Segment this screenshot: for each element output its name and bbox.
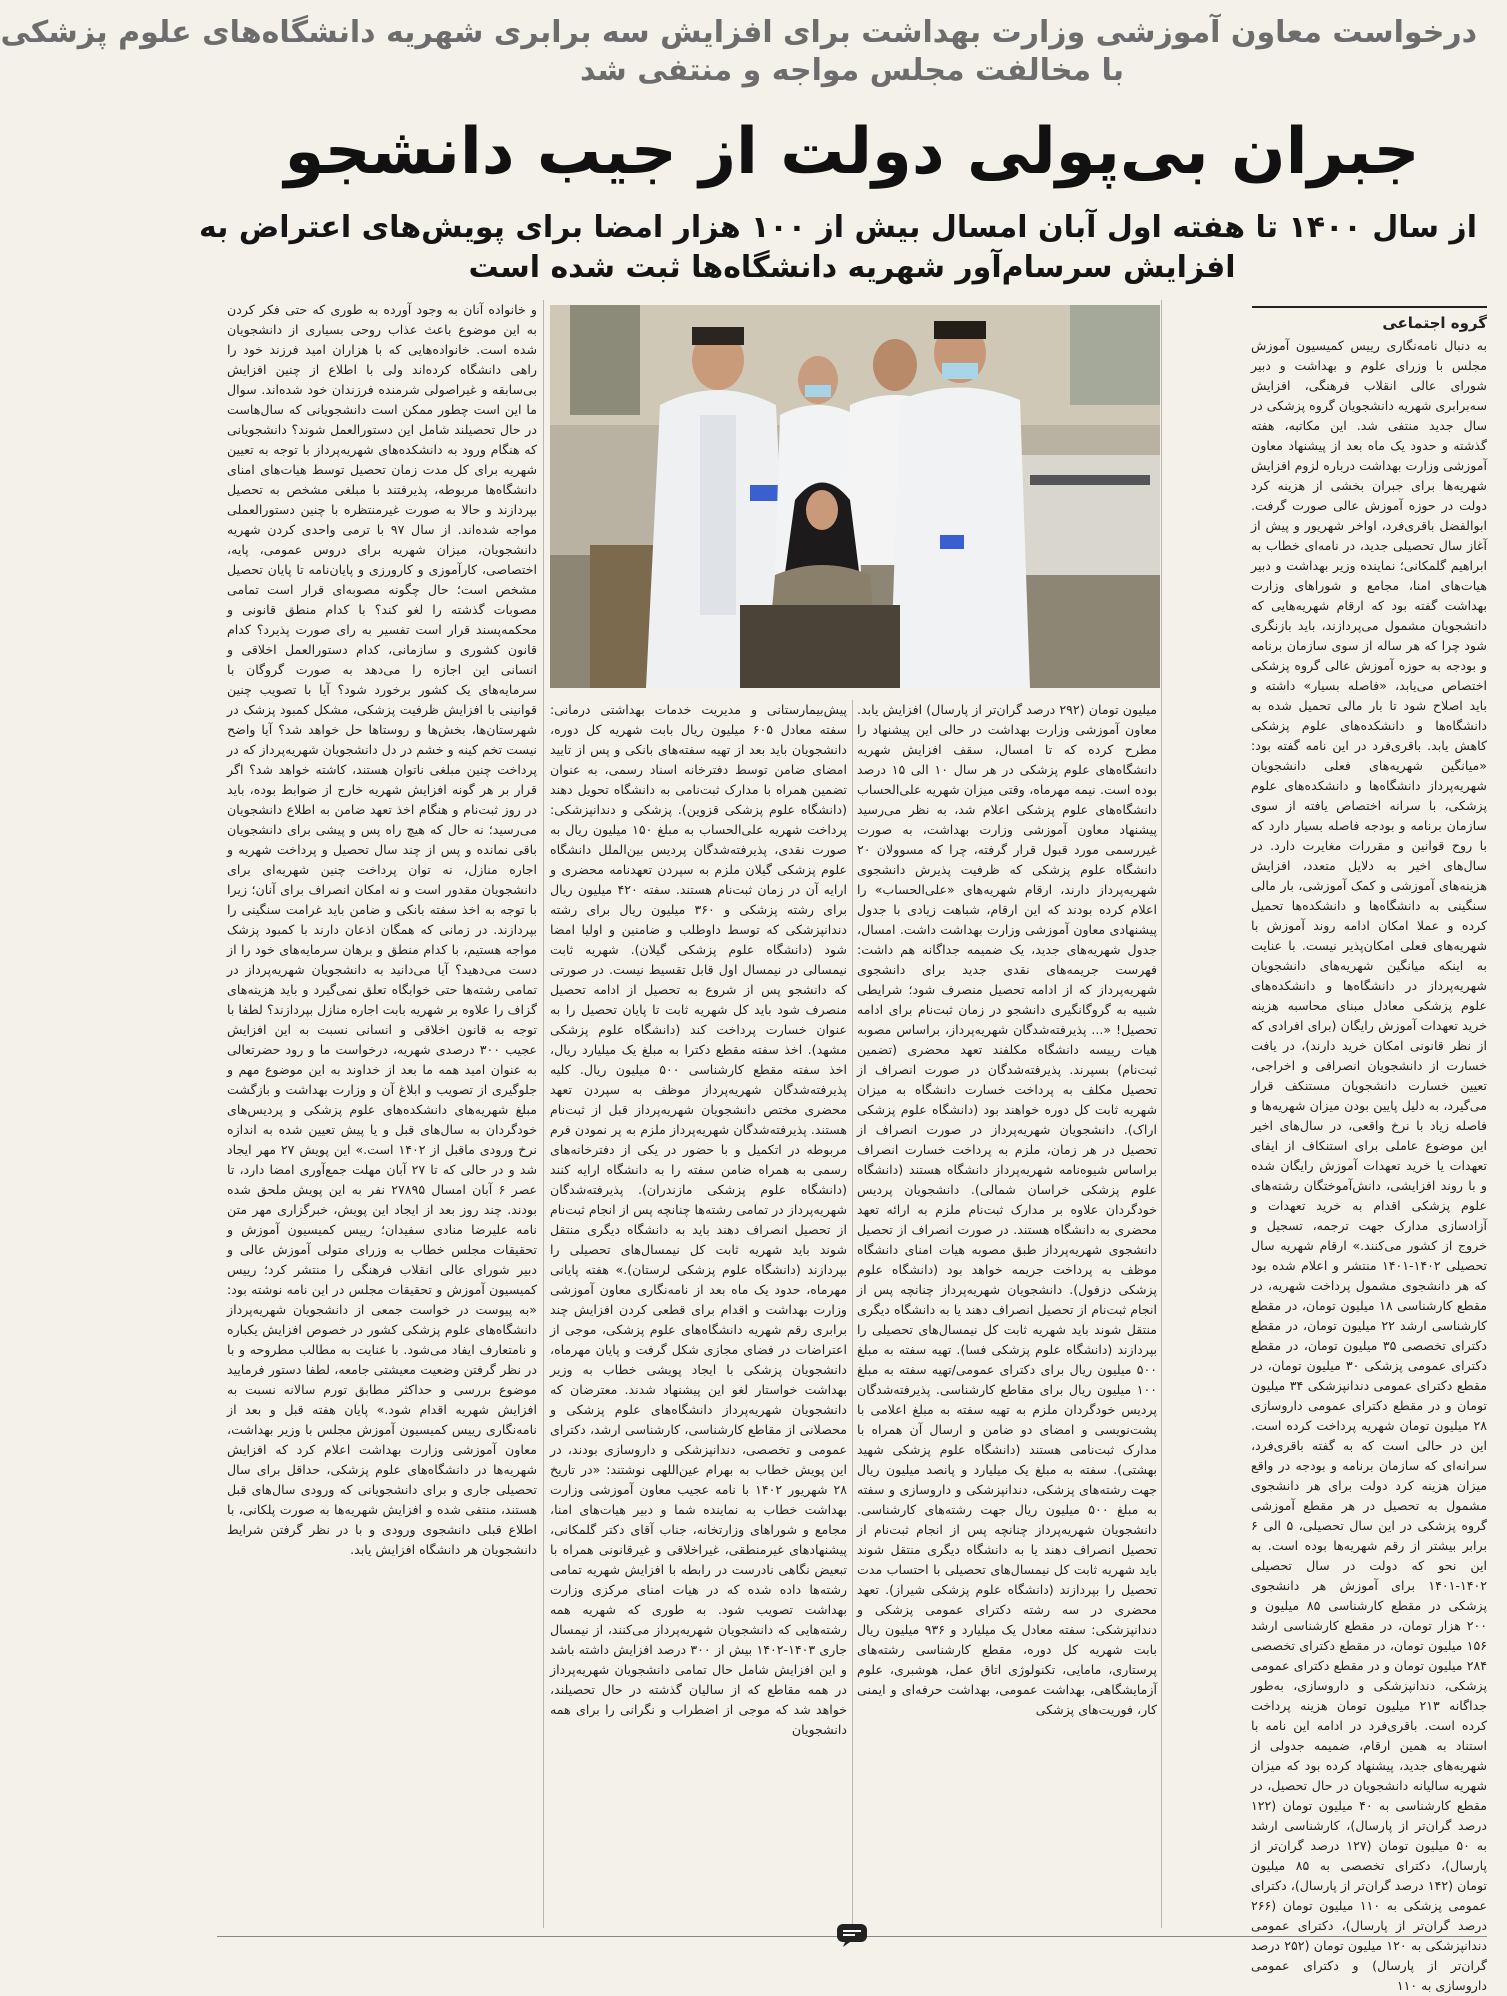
column-rule <box>852 700 853 1928</box>
kicker <box>0 14 1477 90</box>
subhead-line-2: افزایش سرسام‌آور شهریه دانشگاه‌ها ثبت شده است <box>468 250 1236 285</box>
section-label: گروه اجتماعی <box>1252 306 1487 332</box>
article-column-3 <box>550 700 847 1928</box>
article-text: پیش‌بیمارستانی و مدیریت خدمات بهداشتی درمانی: سفته معادل ۶۰۵ میلیون ریال بابت شهریه کل دوره، دانشجویان باید بعد از تهیه سفته‌های بانکی و پس از تایید امضای ضامن توسط دفترخانه اسناد رسمی، به عنوان تضمین همراه با مدارک ثبت‌نامی به دانشگاه تحویل دهند (دانشگاه علوم پزشکی قزوین). پزشکی و دندانپزشکی: پرداخت شهریه علی‌الحساب به مبلغ ۱۵۰ میلیون ریال به صورت نقدی، پذیرفته‌شدگان پردیس بین‌الملل دانشگاه علوم پزشکی گیلان ملزم به سپردن تعهدنامه محضری و ارایه آن در زمان ثبت‌نام هستند. سفته ۴۲۰ میلیون ریال برای رشته پزشکی و ۳۶۰ میلیون ریال برای رشته دندانپزشکی که توسط داوطلب و ضامنین و اولیا امضا شود (دانشگاه علوم پزشکی گیلان). شهریه ثابت نیمسالی در نیمسال اول قابل تقسیط نیست. در صورتی که دانشجو پس از شروع به تحصیل از ادامه تحصیل منصرف شود باید کل شهریه ثابت تا پایان تحصیل را به عنوان خسارت پرداخت کند (دانشگاه علوم پزشکی مشهد). اخذ سفته مقطع دکترا به مبلغ یک میلیارد ریال، اخذ سفته مقطع کارشناسی ۵۰۰ میلیون ریال. کلیه پذیرفته‌شدگان شهریه‌پرداز موظف به سپردن تعهد محضری مختص دانشجویان شهریه‌پرداز قبل از ثبت‌نام هستند. پذیرفته‌شدگان شهریه‌پرداز ملزم به پر نمودن فرم مربوطه در اتکمیل و با حضور در یکی از دفترخانه‌های رسمی به همراه ضامن سفته را به دانشگاه ارایه کنند (دانشگاه علوم پزشکی مازندران). پذیرفته‌شدگان شهریه‌پرداز در تمامی رشته‌ها چنانچه پس از انجام ثبت‌نام از تحصیل انصراف دهند باید به دانشگاه دیگری منتقل شوند باید شهریه ثابت کل نیمسال‌های تحصیلی را بپردازند (دانشگاه علوم پزشکی لرستان).» هفته پایانی مهرماه، حدود یک ماه بعد از نامه‌نگاری معاون آموزشی وزارت بهداشت و اقدام برای قطعی کردن افزایش چند برابری رقم شهریه دانشگاه‌های علوم پزشکی، موجی از اعتراضات در فضای مجازی شکل گرفت و پایان مهرماه، دانشجویان پزشکی با ایجاد پویشی خطاب به وزیر بهداشت خواستار لغو این پیشنهاد شدند. معترضان که دانشجویان شهریه‌پرداز دانشگاه‌های علوم پزشکی و محصلانی از مقاطع کارشناسی، کارشناسی ارشد، دکترای عمومی و تخصصی، دندانپزشکی و داروسازی بودند، در این پویش خطاب به بهرام عین‌اللهی نوشتند: «در تاریخ ۲۸ شهریور ۱۴۰۲ با نامه عجیب معاون آموزشی وزارت بهداشت خطاب به نماینده شما و دبیر هیات‌های امنا، مجامع و شوراهای وزارتخانه، جناب آقای دکتر گلمکانی، پیشنهادهای غیرمنطقی، غیراخلاقی و غیرقانونی همراه با تبعیض نگاهی نادرست در رابطه با افزایش شهریه تمامی رشته‌ها داده شده که در هیات امنای مرکزی وزارت بهداشت تصویب شود. به طوری که شهریه همه رشته‌هایی که دانشجویان شهریه‌پرداز می‌کنند، از نیمسال جاری ۱۴۰۳-۱۴۰۲ بیش از ۳۰۰ درصد افزایش داشته باشد و این افزایش شامل حال تمامی دانشجویان شهریه‌پرداز در همه مقاطع که از سالیان گذشته در حال تحصیلند، خواهد شد که موجی از اضطراب و نگرانی را برای همه دانشجویان <box>550 702 848 1737</box>
article-column-1 <box>1251 336 1488 1993</box>
article-column-4 <box>227 300 537 1928</box>
kicker-line-1: درخواست معاون آموزشی وزارت بهداشت برای افزایش سه برابری شهریه دانشگاه‌های علوم پزشکی <box>0 15 1477 50</box>
article-text: و خانواده آنان به وجود آورده به طوری که حتی فکر کردن به این موضوع باعث عذاب روحی بسیاری از دانشجویان شده است. خانواده‌هایی که با هزاران امید فرزند خود را راهی دانشگاه کرده‌اند ولی با اطلاع از چنین افزایش بی‌سابقه و غیراصولی شرمنده فرزندان خود شده‌اند. سوال ما این است چطور ممکن است دانشجویانی که سال‌هاست در حال تحصیلند شامل این دستورالعمل شوند؟ دانشجویانی که هنگام ورود به دانشکده‌های شهریه‌پرداز با توجه به تعیین شهریه برای کل مدت زمان تحصیل توسط هیات‌های امنای دانشگاه‌ها مربوطه، پذیرفتند با مبلغی مشخص به تحصیل بپردازند و حالا به صورت غیرمنتظره با چنین دستورالعملی مواجه شده‌اند. از سال ۹۷ با ترمی واحدی کردن شهریه دانشجویان، میزان شهریه برای دروس عمومی، پایه، اختصاصی، کارآموزی و کارورزی و پایان‌نامه تا پایان تحصیل مشخص است؛ حال چگونه مصوبه‌ای قرار است تمامی مصوبات گذشته را لغو کند؟ با کدام منطق قانونی و محکمه‌پسند قرار است تفسیر به رای صورت پذیرد؟ کدام قانون کشوری و سازمانی، کدام دستورالعمل اخلاقی و انسانی این اجازه را می‌دهد به صورت گروگان با سرمایه‌های یک کشور برخورد شود؟ آیا با تصویب چنین قوانینی با افزایش ظرفیت پزشکی، مشکل کمبود پزشک در شهرستان‌ها، بخش‌ها و روستاها حل خواهد شد؟ آیا واضح نیست تخم کینه و خشم در دل دانشجویان شهریه‌پرداز که در پرداخت چنین مبلغی ناتوان هستند، کاشته خواهد شد؟ اگر قرار بر هر گونه افزایش شهریه خارج از ضوابط بوده، باید در روز ثبت‌نام و هنگام اخذ تعهد ضامن به اطلاع دانشجویان می‌رسید؛ نه حال که هیچ راه پس و پیشی برای دانشجویان باقی نمانده و پس از چند سال تحصیل و پرداخت شهریه و اجاره منازل، نه توان پرداخت چنین شهریه‌ای برای دانشجویان مقدور است و نه امکان انصراف برای آنان؛ زیرا با توجه به اخذ سفته بانکی و ضامن باید غرامت سنگینی را بپردازند. در زمانی که همگان اذعان دارند با کمبود پزشک مواجه هستیم، با کدام منطق و برهان سرمایه‌های خود را از دست می‌دهید؟ آیا می‌دانید به دانشجویان شهریه‌پرداز در تمامی رشته‌ها حتی خوابگاه تعلق نمی‌گیرد و باید هزینه‌های گزاف را علاوه بر شهریه بابت اجاره منازل بپردازند؟ لطفا با توجه به قانون اخلاقی و انسانی نسبت به این افزایش عجیب ۳۰۰ درصدی شهریه، درخواست ما و رود حضرتعالی به عنوان امید همه ما بعد از خداوند به این موضوع مهم و جلوگیری از تصویب و ابلاغ آن و وزارت بهداشت و بازگشت مبلغ شهریه‌های دانشکده‌های علوم پزشکی و پردیس‌های خودگردان به سال‌های قبل و یا پیش تعیین شده به اندازه نرخ ورودی ماقبل از ۱۴۰۲ است.» این پویش ۲۷ مهر ایجاد شد و در حالی که تا ۲۷ آبان مهلت جمع‌آوری امضا دارد، تا عصر ۶ آبان امسال ۲۷۸۹۵ نفر به این پویش ملحق شده بودند. چند روز بعد از ایجاد این پویش، خبرگزاری مهر متن نامه علیرضا منادی سفیدان؛ رییس کمیسیون آموزش و تحقیقات مجلس خطاب به وزرای متولی آموزش عالی و دبیر شورای عالی انقلاب فرهنگی را منتشر کرد؛ رییس کمیسیون آموزش و تحقیقات مجلس در این نامه نوشته بود: «به پیوست در خواست جمعی از دانشجویان شهریه‌پرداز دانشگاه‌های علوم پزشکی کشور در خصوص افزایش یکباره و نامتعارف ایفاد می‌شود. با عنایت به مطالب مطروحه و با در نظر گرفتن وضعیت معیشتی جامعه، لطفا دستور فرمایید موضوع بررسی و حداکثر مطابق تورم سالانه نسبت به افزایش شهریه اقدام شود.» پایان هفته قبل و بعد از نامه‌نگاری رییس کمیسیون آموزش مجلس با وزیر بهداشت، معاون آموزشی وزارت بهداشت اعلام کرد که افزایش شهریه‌ها در دانشگاه‌های علوم پزشکی، حداقل برای سال تحصیلی جاری و برای دانشجویانی که ورودی سال‌های قبل هستند، منتفی شده و افزایش شهریه‌ها به صورت پلکانی، با اطلاع قبلی دانشجوی ورودی و با در نظر گرفتن شرایط دانشجویان هر دانشگاه افزایش یابد. <box>227 302 538 1557</box>
column-rule <box>543 300 544 1928</box>
column-rule <box>1161 300 1162 1928</box>
subhead <box>198 208 1477 288</box>
headline: جبران بی‌پولی دولت از جیب دانشجو <box>284 115 1420 189</box>
article-text: میلیون تومان (۲۹۲ درصد گران‌تر از پارسال) افزایش یابد. معاون آموزشی وزارت بهداشت در حالی این پیشنهاد را مطرح کرده که تا امسال، سقف افزایش شهریه دانشگاه‌های علوم پزشکی در هر سال ۱۰ الی ۱۵ درصد بوده است. نیمه مهرماه، وقتی میزان شهریه علی‌الحساب دانشگاه‌های علوم پزشکی اعلام شد، به نظر می‌رسید پیشنهاد معاون آموزشی وزارت بهداشت، به صورت غیررسمی مورد قبول قرار گرفته، چرا که مسوولان ۲۰ دانشگاه علوم پزشکی که ظرفیت پذیرش دانشجوی شهریه‌پرداز دارند، ارقام شهریه‌های «علی‌الحساب» را اعلام کرده بودند که این ارقام، شباهت زیادی با جدول پیشنهادی معاون آموزشی وزارت بهداشت داشت. امسال، جدول شهریه‌های جدید، یک ضمیمه جداگانه هم داشت: فهرست جریمه‌های نقدی جدید برای دانشجوی شهریه‌پرداز که از ادامه تحصیل منصرف شود؛ شرایطی شبیه به گروگانگیری دانشجو در زمان ثبت‌نام برای ادامه تحصیل! «... پذیرفته‌شدگان شهریه‌پرداز، براساس مصوبه هیات رییسه دانشگاه مکلفند تعهد محضری (تضمین ثبت‌نام) بسپرند. پذیرفته‌شدگان در صورت انصراف از تحصیل مکلف به پرداخت خسارت دانشگاه به میزان شهریه ثابت کل دوره خواهند بود (دانشگاه علوم پزشکی اراک). دانشجویان شهریه‌پرداز در صورت انصراف از تحصیل در هر زمان، ملزم به پرداخت خسارت انصراف براساس شیوه‌نامه شهریه‌پرداز دانشگاه هستند (دانشگاه علوم پزشکی خراسان شمالی). دانشجویان پردیس خودگردان علاوه بر مدارک ثبت‌نام ملزم به ارائه تعهد محضری به دانشگاه هستند. در صورت انصراف از تحصیل دانشجوی شهریه‌پرداز طبق مصوبه هیات امنای دانشگاه موظف به پرداخت جریمه خواهد بود (دانشگاه علوم پزشکی دزفول). دانشجویان شهریه‌پرداز چنانچه پس از انجام ثبت‌نام از تحصیل انصراف دهند یا به دانشگاه دیگری منتقل شوند باید شهریه ثابت کل نیمسال‌های تحصیلی را بپردازند (دانشگاه علوم پزشکی فسا). تهیه سفته به مبلغ ۵۰۰ میلیون ریال برای دکترای عمومی/تهیه سفته به مبلغ ۱۰۰ میلیون ریال برای مقاطع کارشناسی. پذیرفته‌شدگان پردیس خودگردان ملزم به تهیه سفته به مبلغ اعلامی با پشت‌نویسی و امضای دو ضامن و ارسال آن همراه با مدارک ثبت‌نامی هستند (دانشگاه علوم پزشکی شهید بهشتی). سفته به مبلغ یک میلیارد و پانصد میلیون ریال جهت رشته‌های پزشکی، دندانپزشکی و داروسازی و سفته به مبلغ ۵۰۰ میلیون ریال جهت رشته‌های کارشناسی. دانشجویان شهریه‌پرداز چنانچه پس از انجام ثبت‌نام از تحصیل انصراف دهند یا به دانشگاه دیگری منتقل شوند باید شهریه ثابت کل نیمسال‌های تحصیلی با احتساب مدت تحصیل را بپردازند (دانشگاه علوم پزشکی شیراز). تعهد محضری در سه رشته دکترای عمومی پزشکی و دندانپزشکی: سفته معادل یک میلیارد و ۹۳۶ میلیون ریال بابت شهریه کل دوره، مقطع کارشناسی رشته‌های پرستاری، مامایی، تکنولوژی اتاق عمل، هوشبری، علوم آزمایشگاهی، بهداشت عمومی، بهداشت حرفه‌ای و ایمنی کار، فوریت‌های پزشکی <box>857 702 1158 1717</box>
kicker-line-2: با مخالفت مجلس مواجه و منتفی شد <box>579 53 1125 88</box>
subhead-line-1: از سال ۱۴۰۰ تا هفته اول آبان امسال بیش از ۱۰۰ هزار امضا برای پویش‌های اعتراض به <box>198 210 1477 245</box>
speech-bubble-icon <box>835 1922 869 1948</box>
dental-clinic-photo <box>550 305 1160 688</box>
article-column-2 <box>857 700 1157 1928</box>
article-text: به دنبال نامه‌نگاری رییس کمیسیون آموزش مجلس با وزرای علوم و بهداشت و دبیر شورای عالی انقلاب فرهنگی، افزایش سه‌برابری شهریه دانشجویان گروه پزشکی در سال جدید منتفی شد. این مکاتبه، هفته گذشته و حدود یک ماه بعد از پیشنهاد معاون آموزشی وزارت بهداشت درباره لزوم افزایش شهریه‌ها برای جبران بخشی از هزینه کرد دولت در حوزه آموزش عالی صورت گرفت. ابوالفضل باقری‌فرد، اواخر شهریور و پیش از آغاز سال تحصیلی جدید، در نامه‌ای خطاب به ابراهیم گلمکانی؛ نماینده وزیر بهداشت و دبیر هیات‌های امنا، مجامع و شوراهای وزارت بهداشت گفته بود که ارقام شهریه‌هایی که دانشجویان مشمول می‌پردازند، باید بازنگری شود چرا که هر ساله از سوی سازمان برنامه و بودجه به حوزه آموزش عالی گروه پزشکی اختصاص می‌یابد، «فاصله بسیار» داشته و باید اصلاح شود تا بار مالی تحمیل شده به دانشگاه‌ها و دانشکده‌های علوم پزشکی کاهش یابد. باقری‌فرد در این نامه گفته بود: «میانگین شهریه‌های فعلی دانشجویان شهریه‌پرداز دانشگاه‌ها و دانشکده‌های علوم پزشکی، با سرانه اختصاص یافته از سوی سازمان برنامه و بودجه فاصله بسیار دارد که با روح قوانین و مقررات مغایرت دارد. در سال‌های اخیر به دلایل متعدد، افزایش هزینه‌های آموزشی و کمک آموزشی، بار مالی سنگینی به دانشگاه‌ها و دانشکده‌ها تحمیل کرده و عملا امکان ادامه روند آموزش با شهریه‌های فعلی امکان‌پذیر نیست. با عنایت به اینکه میانگین شهریه‌های دانشجویان شهریه‌پرداز در دانشگاه‌ها و دانشکده‌های علوم پزشکی معادل مبنای محاسبه هزینه خرید تعهدات آموزش رایگان (برای افرادی که از نظر قانونی امکان خرید دارند)، در یافت خسارت از دانشجویان انصرافی و اخراجی، تعیین خسارت دانشجویان مستنکف قرار می‌گیرد، به دلیل پایین بودن میزان شهریه‌ها و فاصله زیاد با نرخ واقعی، در سال‌های اخیر این موضوع عاملی برای استنکاف از ایفای تعهدات یا خرید تعهدات آموزش رایگان شده و با روند افزایشی، دانش‌آموختگان رشته‌های علوم پزشکی اقدام به خرید تعهدات و آزادسازی مدارک جهت ترجمه، تسجیل و خروج از کشور می‌کنند.» ارقام شهریه سال تحصیلی ۱۴۰۲-۱۴۰۱ منتشر و اعلام شده بود که هر دانشجوی مشمول پرداخت شهریه، در مقطع کارشناسی ۱۸ میلیون تومان، در مقطع کارشناسی ارشد ۲۲ میلیون تومان، در مقطع دکترای تخصصی ۳۵ میلیون تومان، در مقطع دکترای عمومی پزشکی ۳۰ میلیون تومان، در مقطع دکترای عمومی دندانپزشکی ۳۴ میلیون تومان و در مقطع دکترای عمومی داروسازی ۲۸ میلیون تومان شهریه پرداخت کرده است. این در حالی است که به گفته باقری‌فرد، سرانه‌ای که سازمان برنامه و بودجه در واقع میزان هزینه کرد دولت برای هر دانشجوی مشمول به تحصیل در هر مقطع آموزشی گروه پزشکی در این سال تحصیلی، ۵ الی ۶ برابر بیشتر از رقم شهریه‌ها بوده است. به این نحو که دولت در سال تحصیلی ۱۴۰۲-۱۴۰۱ برای آموزش هر دانشجوی پزشکی در مقطع کارشناسی ۸۵ میلیون و ۲۰۰ هزار تومان، در مقطع کارشناسی ارشد ۱۵۶ میلیون تومان، در مقطع دکترای تخصصی ۲۸۴ میلیون تومان و در مقطع دکترای عمومی پزشکی، دندانپزشکی و داروسازی، به‌طور جداگانه ۲۱۳ میلیون تومان هزینه پرداخت کرده است. باقری‌فرد در ادامه این نامه با استناد به همین ارقام، ضمیمه جدولی از شهریه‌های جدید، پیشنهاد کرده بود که میزان شهریه سالیانه دانشجویان در حال تحصیل، در مقطع کارشناسی به ۴۰ میلیون تومان (۱۲۲ درصد گران‌تر از پارسال)، کارشناسی ارشد به ۵۰ میلیون تومان (۱۲۷ درصد گران‌تر از پارسال)، دکترای تخصصی به ۸۵ میلیون تومان (۱۴۲ درصد گران‌تر از پارسال)، دکترای عمومی پزشکی به ۱۱۰ میلیون تومان (۲۶۶ درصد گران‌تر از پارسال)، دکترای عمومی دندانپزشکی به ۱۲۰ میلیون تومان (۲۵۲ درصد گران‌تر از پارسال) و دکترای عمومی داروسازی به ۱۱۰ <box>1251 338 1488 1993</box>
